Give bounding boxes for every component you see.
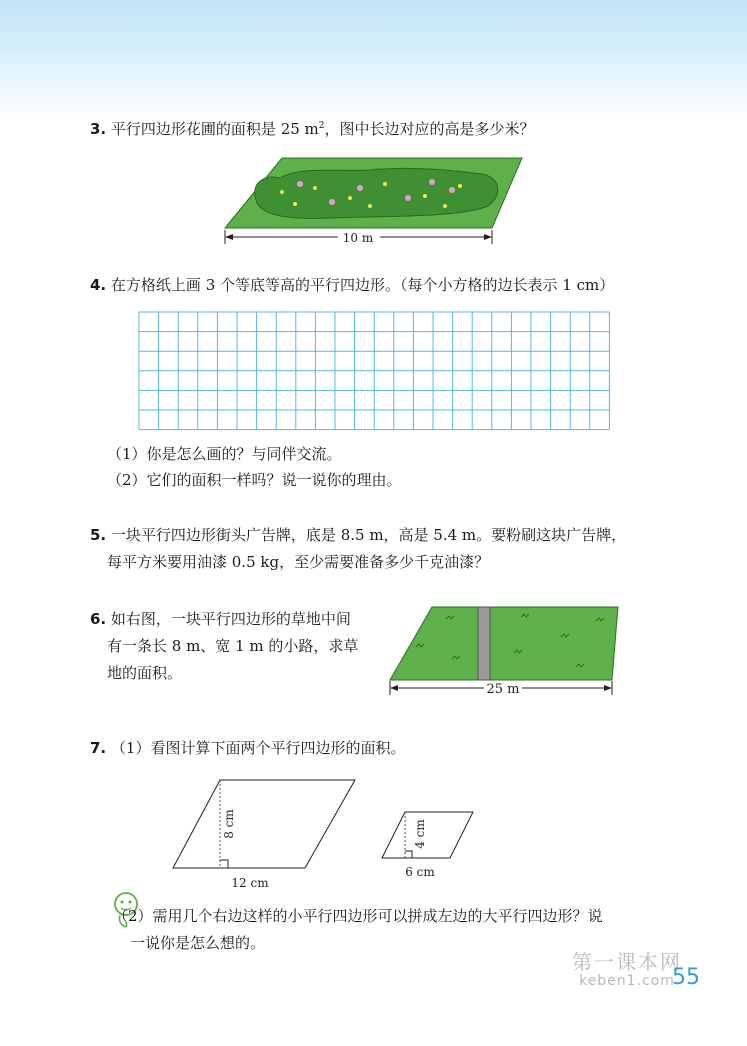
question-5	[90, 521, 626, 550]
question-6-line2: 有一条长 8 m、宽 1 m 的小路，求草	[107, 637, 359, 655]
header-band	[0, 0, 747, 120]
question-6-number: 6.	[90, 610, 107, 628]
question-5-number: 5.	[90, 526, 107, 544]
question-6	[90, 605, 351, 634]
watermark-url: keben1.com	[579, 973, 675, 989]
dim-arrow-right	[484, 234, 492, 240]
question-3	[90, 115, 535, 144]
question-4-number: 4.	[90, 276, 107, 294]
question-5-line2: 每平方米要用油漆 0.5 kg，至少需要准备多少千克油漆？	[107, 553, 490, 571]
question-7-sub1: （1）看图计算下面两个平行四边形的面积。	[110, 739, 406, 757]
question-6-line3: 地的面积。	[107, 664, 183, 682]
flowerbed-figure	[220, 152, 530, 248]
grid-svg	[138, 311, 612, 431]
page-number: 55	[672, 965, 700, 990]
path-strip	[478, 607, 490, 680]
question-7-sub2-line1: （2）需用几个右边这样的小平行四边形可以拼成左边的大平行四边形？说	[113, 907, 603, 925]
question-4-sub2: （2）它们的面积一样吗？说一说你的理由。	[107, 471, 402, 489]
question-3-number: 3.	[90, 120, 107, 138]
dim-arrow-left	[225, 234, 233, 240]
question-6-line1: 如右图，一块平行四边形的草地中间	[110, 610, 351, 628]
small-base-label: 6 cm	[405, 865, 435, 879]
big-base-label: 12 cm	[231, 876, 269, 890]
grid-paper	[138, 311, 612, 435]
question-4-sub1: （1）你是怎么画的？与同伴交流。	[107, 445, 342, 463]
question-7-sub2-line2: 一说你是怎么想的。	[130, 934, 266, 952]
lawn-dim-arrow-right	[604, 685, 612, 691]
dimension-label-10m: 10 m	[342, 231, 374, 245]
question-7	[90, 734, 405, 763]
hedge-bush	[255, 168, 498, 218]
lawn-dim-arrow-left	[390, 685, 398, 691]
big-height-label: 8 cm	[222, 809, 236, 839]
big-parallelogram	[173, 780, 355, 868]
dimension-label-25m: 25 m	[486, 682, 520, 697]
question-4-text: 在方格纸上画 3 个等底等高的平行四边形。（每个小方格的边长表示 1 cm）	[110, 276, 615, 294]
question-4	[90, 271, 614, 300]
lawn-figure	[386, 603, 622, 699]
small-parallelogram	[382, 812, 473, 858]
lawn-parallelogram	[390, 607, 618, 680]
question-3-text-before: 平行四边形花圃的面积是 25 m	[110, 120, 319, 138]
watermark-cn: 第一课本网	[572, 950, 682, 974]
small-right-angle	[405, 851, 412, 858]
question-3-text-after: ，图中长边对应的高是多少米？	[324, 120, 535, 138]
q7-figures	[165, 772, 485, 896]
question-5-line1: 一块平行四边形街头广告牌，底是 8.5 m，高是 5.4 m。要粉刷这块广告牌，	[110, 526, 627, 544]
big-right-angle	[220, 860, 228, 868]
question-3-sup: 2	[318, 121, 325, 131]
question-7-number: 7.	[90, 739, 107, 757]
small-height-label: 4 cm	[413, 819, 427, 849]
